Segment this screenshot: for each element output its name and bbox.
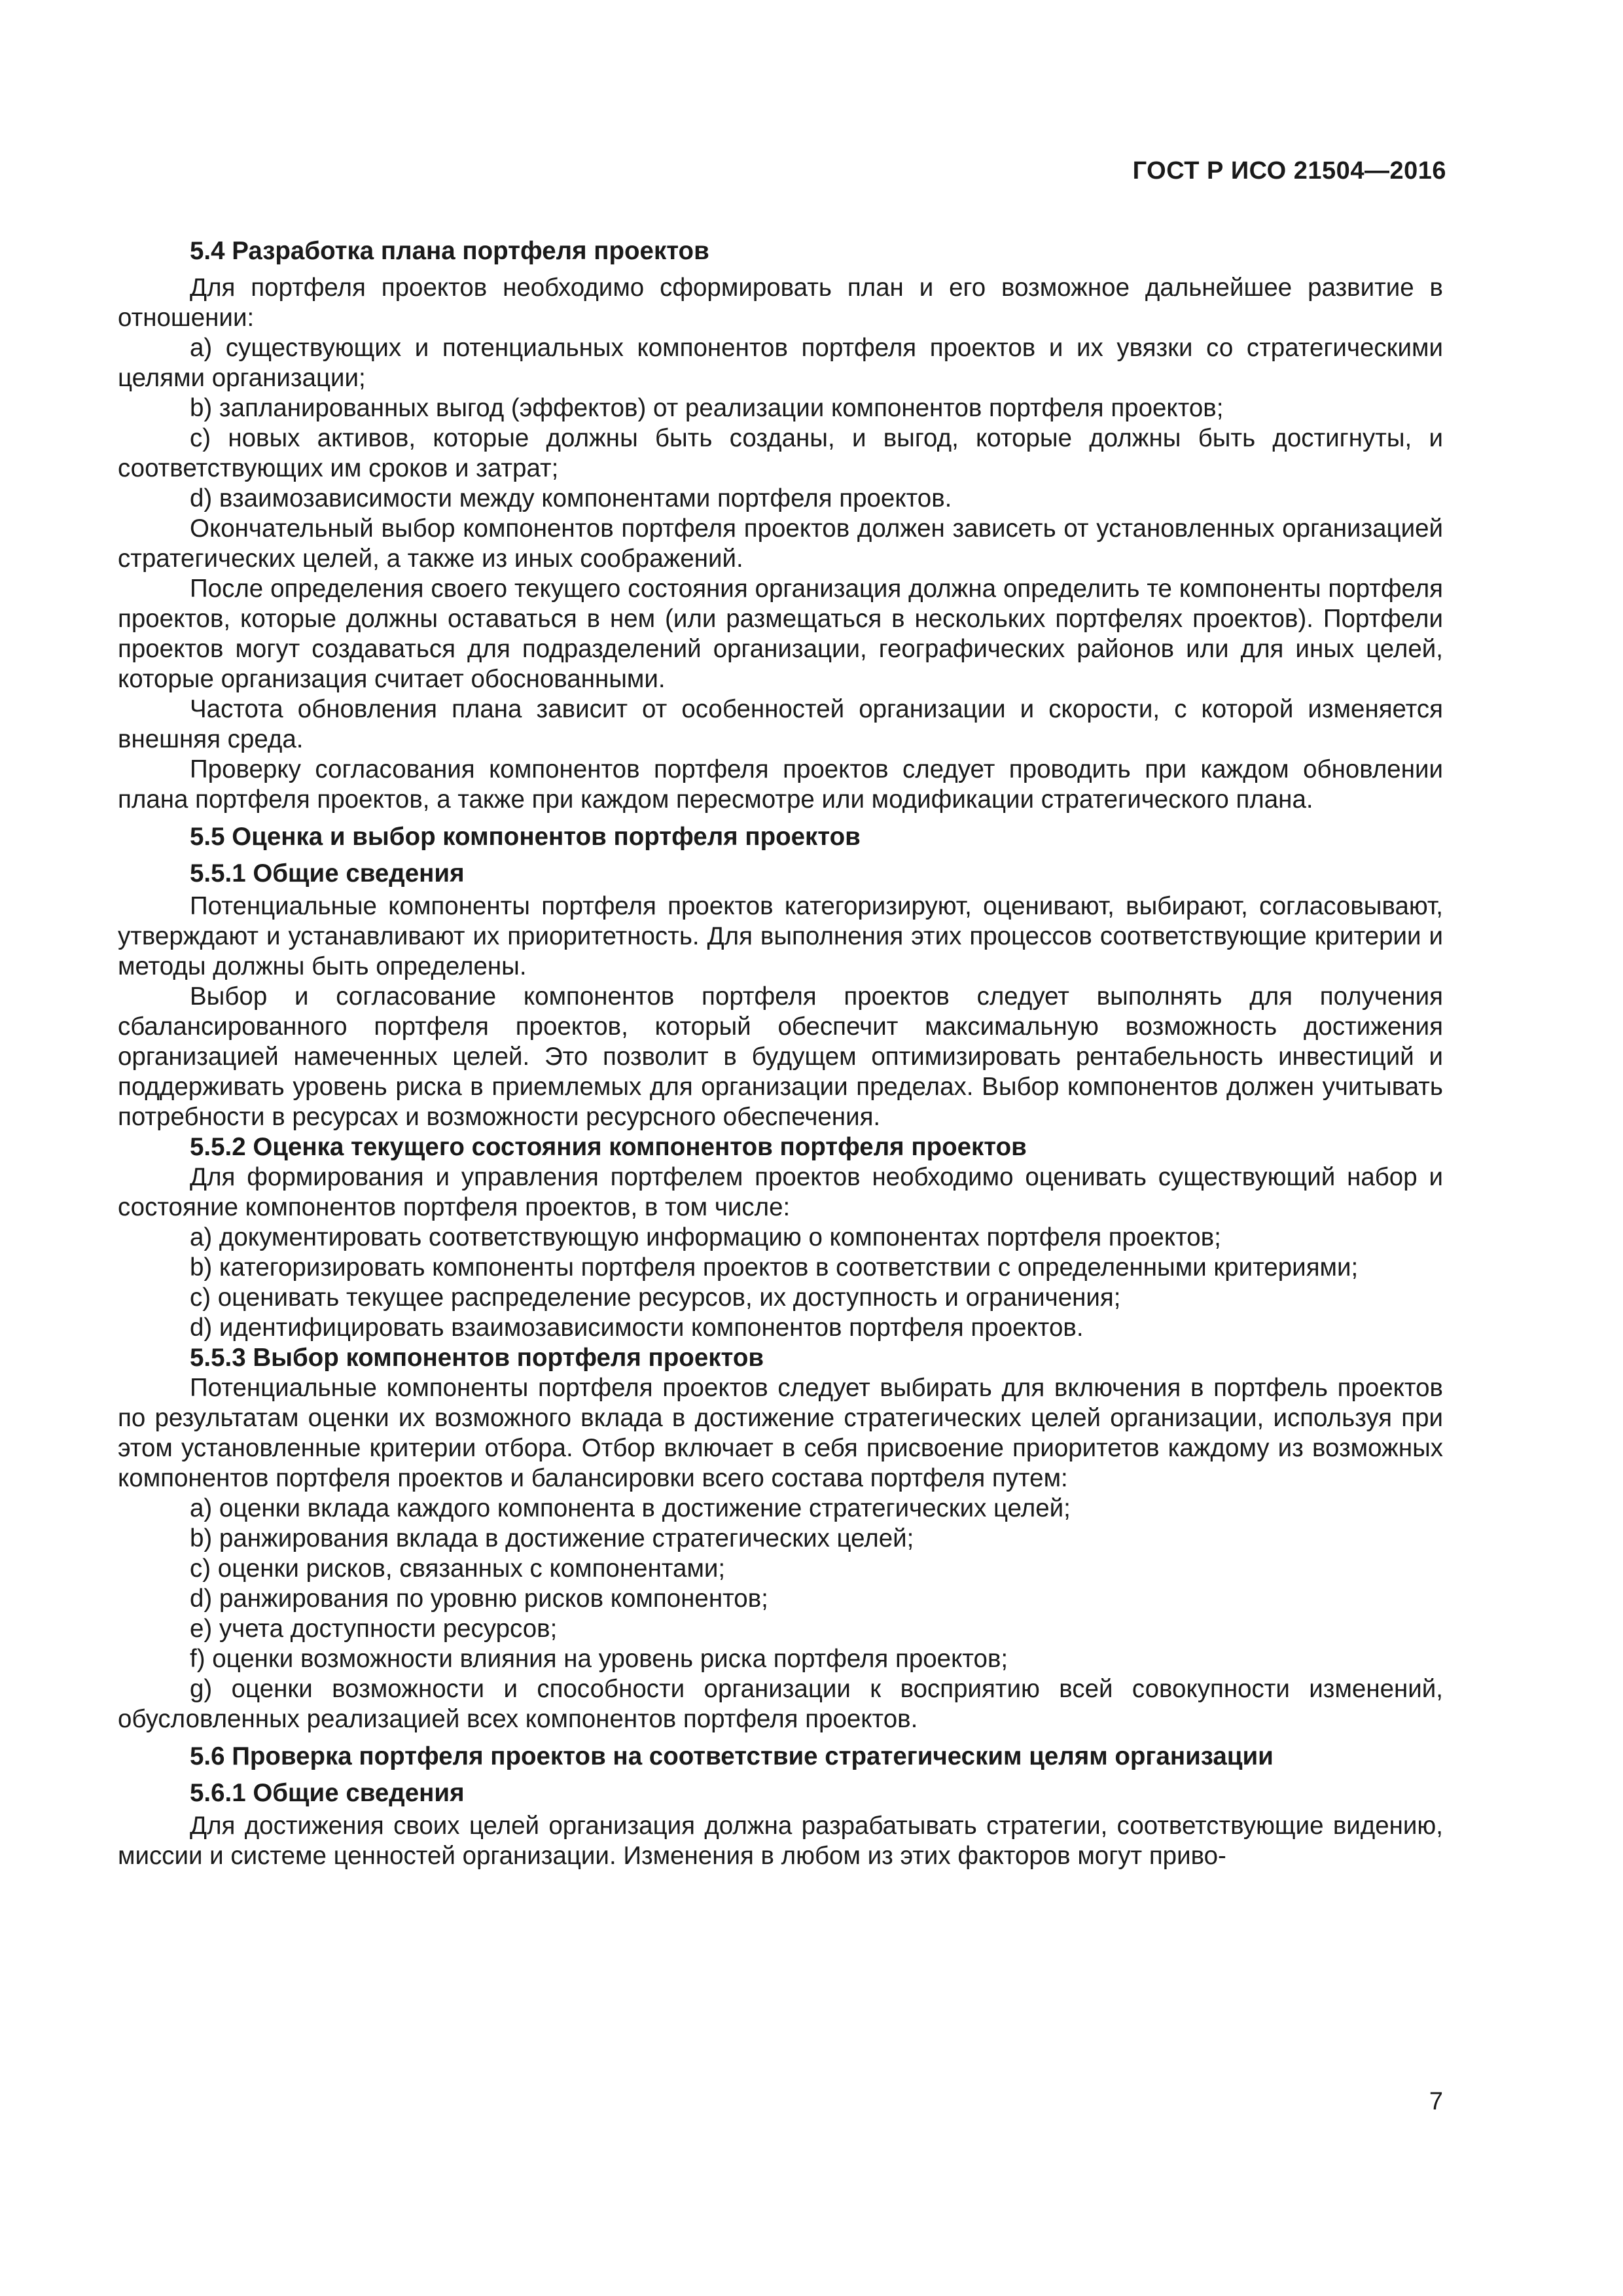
list-item: d) взаимозависимости между компонентами портфеля проектов. — [190, 484, 952, 512]
list-item: a) существующих и потенциальных компонентов портфеля проектов и их увязки со стратегическими целями организации; — [118, 334, 1443, 392]
list-item: d) идентифицировать взаимозависимости компонентов портфеля проектов. — [190, 1314, 1084, 1342]
paragraph: Частота обновления плана зависит от особенностей организации и скорости, с которой изменяется внешняя среда. — [118, 695, 1443, 753]
paragraph: Потенциальные компоненты портфеля проектов следует выбирать для включения в портфель проектов по результатам оценки их возможного вклада в достижение стратегических целей организации, используя при этом установленные критерии отбора. Отбор включает в себя присвоение приоритетов каждому из возможных компонентов портфеля проектов и балансировки всего состава портфеля путем: — [118, 1374, 1443, 1492]
section-5-5-title: 5.5 Оценка и выбор компонентов портфеля проектов — [190, 823, 861, 851]
list-item: g) оценки возможности и способности организации к восприятию всей совокупности изменений, обусловленных реализацией всех компонентов портфеля проектов. — [118, 1675, 1443, 1733]
paragraph: Выбор и согласование компонентов портфеля проектов следует выполнять для получения сбалансированного портфеля проектов, который обеспечит максимальную возможность достижения организацией намеченных целей. Это позволит в будущем оптимизировать рентабельность инвестиций и поддерживать уровень риска в приемлемых для организации пределах. Выбор компонентов должен учитывать потребности в ресурсах и возможности ресурсного обеспечения. — [118, 982, 1443, 1131]
paragraph: Окончательный выбор компонентов портфеля проектов должен зависеть от установленных организацией стратегических целей, а также из иных соображений. — [118, 514, 1443, 573]
paragraph: Для портфеля проектов необходимо сформировать план и его возможное дальнейшее развитие в отношении: — [118, 274, 1443, 332]
list-item: b) ранжирования вклада в достижение стратегических целей; — [190, 1524, 914, 1552]
section-5-5-2-title: 5.5.2 Оценка текущего состояния компонентов портфеля проектов — [190, 1133, 1027, 1161]
paragraph: Потенциальные компоненты портфеля проектов категоризируют, оценивают, выбирают, согласовывают, утверждают и устанавливают их приоритетность. Для выполнения этих процессов соответствующие критерии и методы должны быть определены. — [118, 892, 1443, 980]
list-item: c) оценивать текущее распределение ресурсов, их доступность и ограничения; — [190, 1283, 1121, 1312]
list-item: a) оценки вклада каждого компонента в достижение стратегических целей; — [190, 1494, 1071, 1522]
list-item: c) новых активов, которые должны быть созданы, и выгод, которые должны быть достигнуты, и соответствующих им сроков и затрат; — [118, 424, 1443, 482]
section-5-6-title: 5.6 Проверка портфеля проектов на соответствие стратегическим целям организации — [190, 1742, 1274, 1770]
section-5-6-1-title: 5.6.1 Общие сведения — [190, 1779, 465, 1807]
paragraph: После определения своего текущего состояния организация должна определить те компоненты портфеля проектов, которые должны оставаться в нем (или размещаться в нескольких портфелях проектов). Портфели проектов могут создаваться для подразделений организации, географических районов или для иных целей, которые организация считает обоснованными. — [118, 575, 1443, 693]
paragraph: Для формирования и управления портфелем проектов необходимо оценивать существующий набор и состояние компонентов портфеля проектов, в том числе: — [118, 1163, 1443, 1221]
list-item: e) учета доступности ресурсов; — [190, 1615, 558, 1643]
standard-header: ГОСТ Р ИСО 21504—2016 — [1132, 157, 1446, 185]
paragraph: Проверку согласования компонентов портфеля проектов следует проводить при каждом обновлении плана портфеля проектов, а также при каждом пересмотре или модификации стратегического плана. — [118, 755, 1443, 814]
list-item: b) категоризировать компоненты портфеля проектов в соответствии с определенными критериями; — [190, 1253, 1359, 1282]
list-item: a) документировать соответствующую информацию о компонентах портфеля проектов; — [190, 1223, 1221, 1251]
list-item: f) оценки возможности влияния на уровень риска портфеля проектов; — [190, 1645, 1008, 1673]
section-5-5-1-title: 5.5.1 Общие сведения — [190, 859, 465, 888]
section-5-4-title: 5.4 Разработка плана портфеля проектов — [190, 237, 709, 265]
section-5-5-3-title: 5.5.3 Выбор компонентов портфеля проектов — [190, 1344, 764, 1372]
page-number: 7 — [1429, 2088, 1443, 2115]
list-item: c) оценки рисков, связанных с компонентами; — [190, 1554, 726, 1583]
paragraph: Для достижения своих целей организация должна разрабатывать стратегии, соответствующие видению, миссии и системе ценностей организации. Изменения в любом из этих факторов могут приво- — [118, 1812, 1443, 1870]
document-body — [118, 229, 1443, 1871]
list-item: b) запланированных выгод (эффектов) от реализации компонентов портфеля проектов; — [190, 394, 1224, 422]
list-item: d) ранжирования по уровню рисков компонентов; — [190, 1585, 768, 1613]
